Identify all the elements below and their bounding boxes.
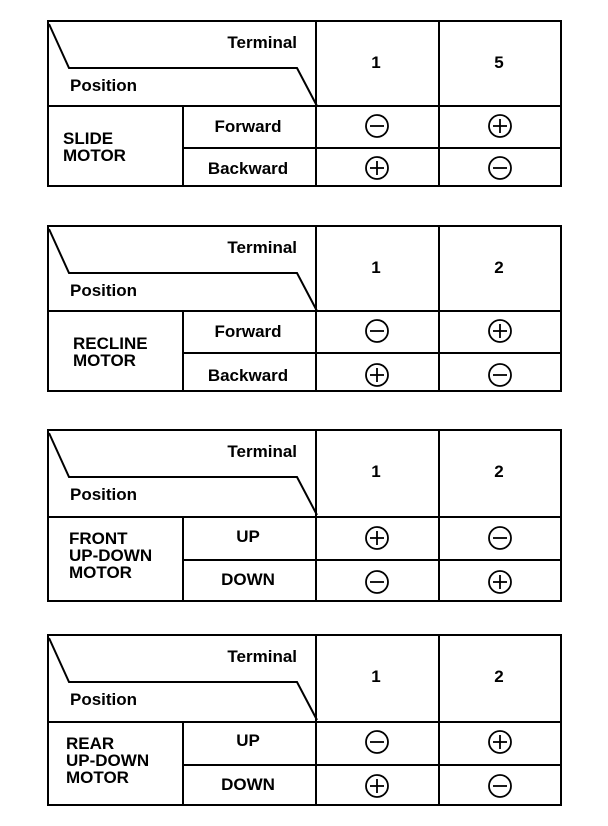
- terminal-1-header: 1: [371, 258, 381, 277]
- motor-label-line: UP-DOWN: [69, 546, 153, 565]
- motor-label-line: UP-DOWN: [66, 751, 150, 770]
- slide-motor-table: [47, 20, 562, 187]
- terminal-2-header: 2: [494, 667, 504, 686]
- position-header: Position: [70, 690, 138, 709]
- direction-up: UP: [236, 527, 260, 546]
- motor-label: [63, 130, 126, 164]
- plus-icon: [364, 773, 390, 799]
- motor-label-line: RECLINE: [73, 334, 148, 353]
- terminal-2-header: 2: [494, 462, 504, 481]
- motor-label-line: MOTOR: [63, 146, 126, 165]
- position-header: Position: [70, 281, 138, 300]
- terminal-2-header: 2: [494, 258, 504, 277]
- minus-icon: [487, 155, 513, 181]
- direction-backward: Backward: [207, 159, 289, 178]
- minus-icon: [364, 113, 390, 139]
- terminal-header: Terminal: [227, 442, 297, 461]
- terminal-header: Terminal: [227, 238, 297, 257]
- terminal-1-header: 1: [371, 667, 381, 686]
- plus-icon: [364, 525, 390, 551]
- direction-up: UP: [236, 731, 260, 750]
- position-header: Position: [70, 76, 138, 95]
- motor-label: [73, 335, 148, 369]
- minus-icon: [364, 729, 390, 755]
- direction-forward: Forward: [214, 322, 282, 341]
- terminal-5-header: 5: [494, 53, 504, 72]
- plus-icon: [487, 113, 513, 139]
- minus-icon: [487, 362, 513, 388]
- terminal-1-header: 1: [371, 462, 381, 481]
- terminal-1-header: 1: [371, 53, 381, 72]
- front-up-down-motor-table: [47, 429, 562, 602]
- motor-label-line: MOTOR: [66, 768, 129, 787]
- motor-label-line: MOTOR: [69, 563, 132, 582]
- direction-down: DOWN: [221, 775, 275, 794]
- motor-label-line: SLIDE: [63, 129, 114, 148]
- direction-down: DOWN: [221, 570, 275, 589]
- motor-label-line: MOTOR: [73, 351, 136, 370]
- plus-icon: [487, 318, 513, 344]
- plus-icon: [364, 362, 390, 388]
- terminal-header: Terminal: [227, 647, 297, 666]
- direction-backward: Backward: [207, 366, 289, 385]
- plus-icon: [487, 569, 513, 595]
- direction-forward: Forward: [214, 117, 282, 136]
- rear-up-down-motor-table: [47, 634, 562, 806]
- motor-label-line: FRONT: [69, 529, 128, 548]
- plus-icon: [364, 155, 390, 181]
- position-header: Position: [70, 485, 138, 504]
- motor-label: [69, 530, 152, 581]
- motor-label-line: REAR: [66, 734, 115, 753]
- minus-icon: [364, 569, 390, 595]
- terminal-header: Terminal: [227, 33, 297, 52]
- minus-icon: [487, 773, 513, 799]
- plus-icon: [487, 729, 513, 755]
- minus-icon: [487, 525, 513, 551]
- recline-motor-table: [47, 225, 562, 392]
- minus-icon: [364, 318, 390, 344]
- motor-label: [66, 735, 149, 786]
